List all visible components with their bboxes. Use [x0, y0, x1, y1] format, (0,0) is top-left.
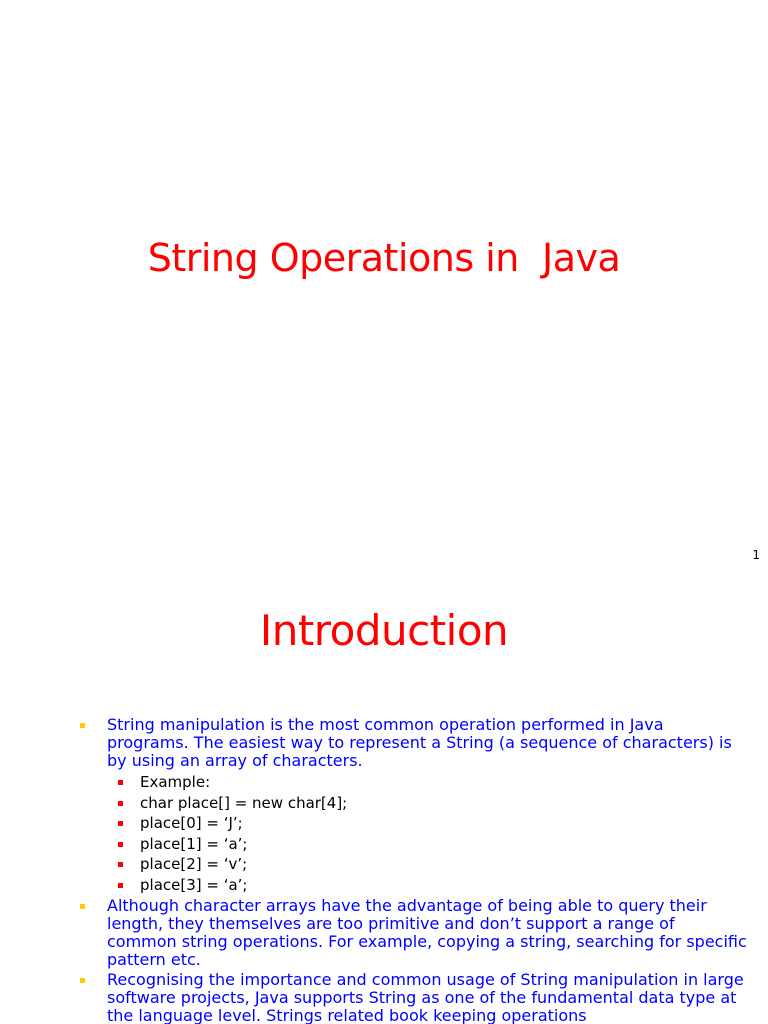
sub-bullet-item	[0, 854, 768, 875]
sub-bullet-text: place[3] = ‘a’;	[140, 875, 248, 894]
sub-bullet-item	[0, 793, 768, 814]
sub-bullet-item	[0, 875, 768, 896]
bullet-text: Although character arrays have the advantage of being able to query their length, they themselves are too primitive and don’t support a range of common string operations. For example, copying a string, searching for specific pattern etc.	[107, 896, 747, 969]
sub-bullet-text: place[0] = ‘J’;	[140, 814, 243, 832]
bullet-text: String manipulation is the most common operation performed in Java programs. The easiest way to represent a String (a sequence of characters) is by using an array of characters.	[107, 715, 732, 770]
slide-number: 1	[752, 548, 760, 562]
sub-bullet-text: place[1] = ‘a’;	[140, 834, 248, 853]
sub-bullet-item	[0, 834, 768, 855]
sub-bullet-square-icon	[118, 821, 123, 826]
bullet-text: Recognising the importance and common usage of String manipulation in large software projects, Java supports String as one of the fundamental data type at the language level. Strings related book keeping operations	[107, 970, 744, 1024]
slide-2	[0, 576, 768, 1024]
bullet-square-icon	[80, 723, 85, 728]
sub-bullet-square-icon	[118, 862, 123, 867]
bullet-item	[0, 971, 768, 1024]
sub-bullet-square-icon	[118, 883, 123, 888]
slide-title: String Operations in Java	[147, 236, 621, 280]
sub-bullet-item	[0, 813, 768, 834]
bullet-list	[0, 716, 768, 1024]
sub-bullet-square-icon	[118, 842, 123, 847]
bullet-square-icon	[80, 904, 85, 909]
sub-bullet-text: Example:	[140, 773, 211, 791]
sub-bullet-text: char place[] = new char[4];	[140, 793, 348, 812]
bullet-square-icon	[80, 978, 85, 983]
slide-title: Introduction	[259, 606, 509, 655]
sub-bullet-item	[0, 772, 768, 793]
bullet-item	[0, 897, 768, 969]
sub-bullet-square-icon	[118, 780, 123, 785]
sub-bullet-square-icon	[118, 801, 123, 806]
sub-bullet-text: place[2] = ‘v’;	[140, 855, 248, 873]
bullet-item	[0, 716, 768, 770]
